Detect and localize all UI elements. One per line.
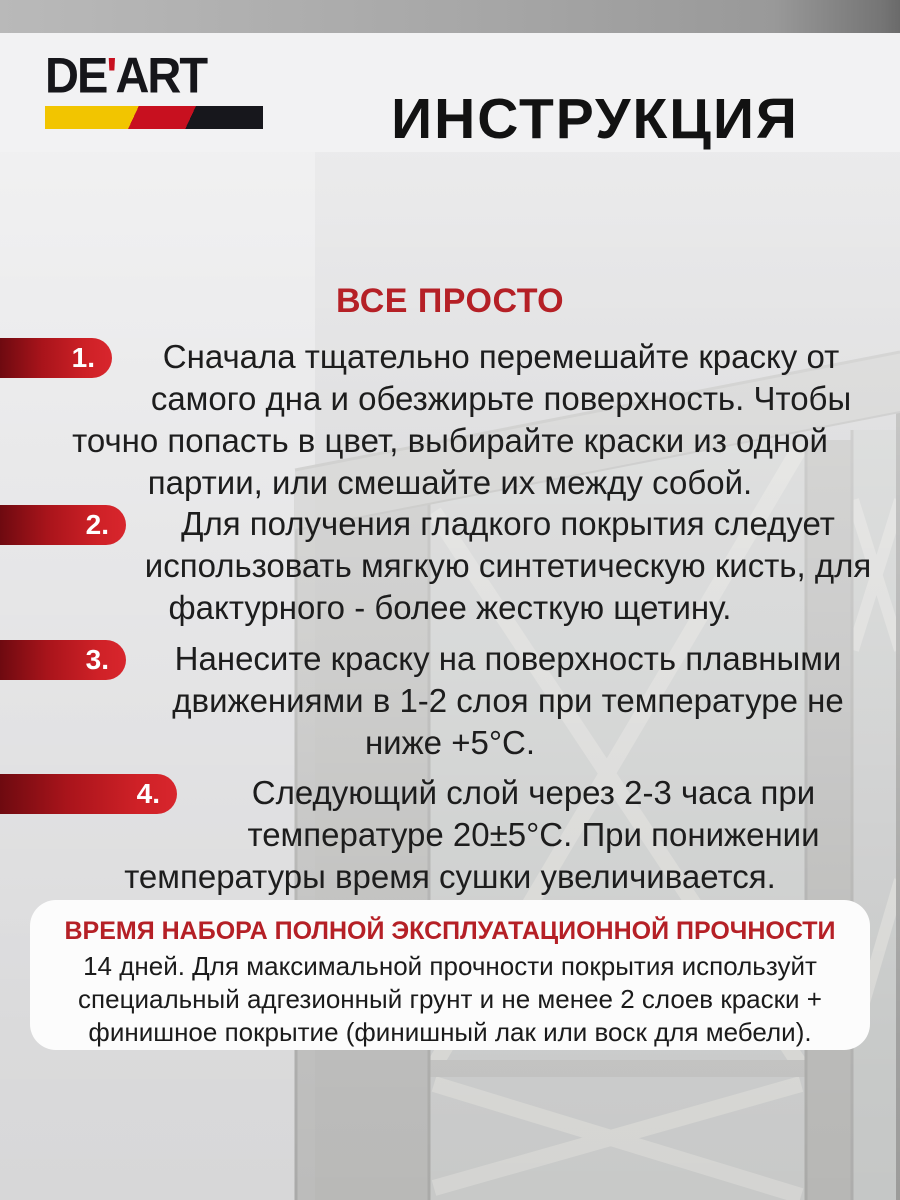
step-number-badge: 3.: [0, 640, 126, 680]
header-bar: [0, 33, 900, 152]
logo-art: ART: [115, 46, 207, 103]
step-number-badge: 4.: [0, 774, 177, 814]
step-item-3: [0, 638, 900, 764]
strength-box: [30, 900, 870, 1050]
logo-tricolor-stripe-icon: [45, 106, 263, 129]
step-text: Следующий слой через 2-3 часа при температуре 20±5°С. При понижении температуры время сушки увеличивается.: [124, 774, 820, 895]
step-item-4: [0, 772, 900, 898]
brand-logo-text: [45, 46, 265, 103]
section-heading: ВСЕ ПРОСТО: [335, 282, 565, 320]
step-text: Нанесите краску на поверхность плавными движениями в 1-2 слоя при температуре не ниже +5°С.: [172, 640, 844, 761]
step-number-badge: 1.: [0, 338, 112, 378]
step-text: Для получения гладкого покрытия следует использовать мягкую синтетическую кисть, для фактурного - более жесткую щетину.: [144, 505, 872, 626]
logo-de: DE: [45, 46, 107, 103]
strength-box-text: 14 дней. Для максимальной прочности покрытия используйт специальный адгезионный грунт и не менее 2 слоев краски + финишное покрытие (финишный лак или воск для мебели).: [78, 950, 822, 1047]
strength-box-title: ВРЕМЯ НАБОРА ПОЛНОЙ ЭКСПЛУАТАЦИОННОЙ ПРОЧНОСТИ: [64, 917, 836, 945]
step-item-1: [0, 336, 900, 504]
step-text: Сначала тщательно перемешайте краску от самого дна и обезжирьте поверхность. Чтобы точно попасть в цвет, выбирайте краски из одной партии, или смешайте их между собой.: [72, 338, 852, 501]
logo-apostrophe: ': [106, 46, 116, 103]
brand-logo: [45, 46, 265, 129]
step-item-2: [0, 503, 900, 629]
top-gray-strip: [0, 0, 900, 33]
step-number-badge: 2.: [0, 505, 126, 545]
page-title: ИНСТРУКЦИЯ: [391, 87, 799, 151]
